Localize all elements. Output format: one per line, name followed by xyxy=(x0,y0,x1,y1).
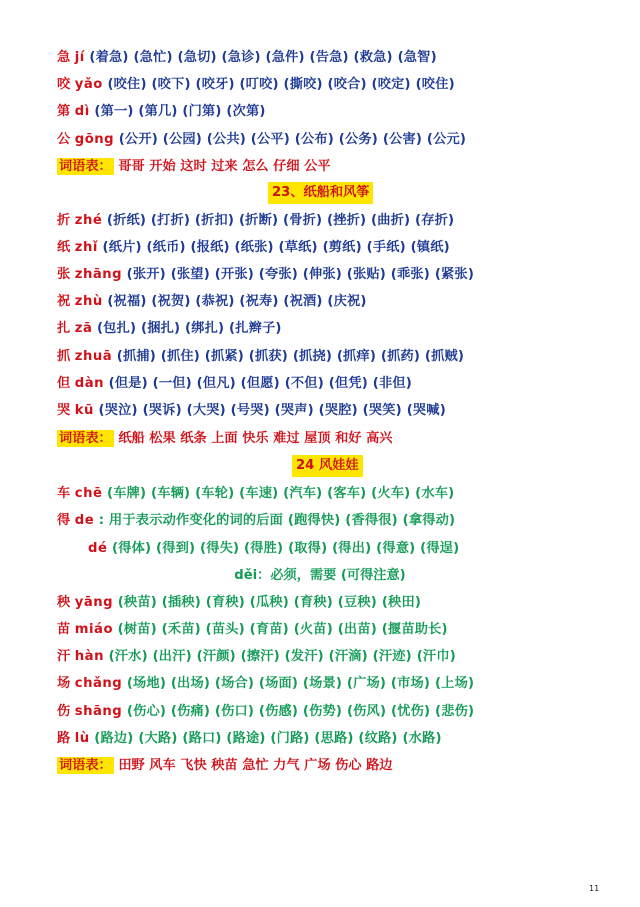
entry-words: (路边) (大路) (路口) (路途) (门路) (思路) (纹路) (水路) xyxy=(94,731,442,746)
entry-lu xyxy=(57,727,620,751)
lesson-heading-23: 23、纸船和风筝 xyxy=(268,182,373,204)
entry-char: 张 xyxy=(57,267,71,282)
vocab-list-a xyxy=(57,155,620,179)
vocab-words: 哥哥 开始 这时 过来 怎么 仔细 公平 xyxy=(118,159,331,174)
entry-dan xyxy=(57,372,620,396)
entry-words: (车牌) (车辆) (车轮) (车速) (汽车) (客车) (火车) (水车) xyxy=(107,486,455,501)
entry-char: 路 xyxy=(57,731,71,746)
entry-words: (汗水) (出汗) (汗颜) (擦汗) (发汗) (汗滴) (汗迹) (汗巾) xyxy=(108,649,456,664)
entry-han xyxy=(57,645,620,669)
entry-char: 纸 xyxy=(57,240,71,255)
entry-char: 汗 xyxy=(57,649,71,664)
entry-words: (着急) (急忙) (急切) (急诊) (急件) (告急) (救急) (急智) xyxy=(89,50,437,65)
entry-words: (第一) (第几) (门第) (次第) xyxy=(94,104,266,119)
entry-zhang xyxy=(57,263,620,287)
entry-yang xyxy=(57,591,620,615)
entry-words: (抓捕) (抓住) (抓紧) (抓获) (抓挠) (抓痒) (抓药) (抓贼) xyxy=(116,349,465,364)
entry-char: 但 xyxy=(57,376,71,391)
entry-pinyin: dé xyxy=(88,541,108,556)
entry-words: (得体) (得到) (得失) (得胜) (取得) (得出) (得意) (得逞) xyxy=(111,541,460,556)
entry-words: : 用于表示动作变化的词的后面 (跑得快) (香得很) (拿得动) xyxy=(98,513,456,528)
entry-char: 场 xyxy=(57,676,71,691)
entry-words: (秧苗) (插秧) (育秧) (瓜秧) (育秧) (豆秧) (秧田) xyxy=(117,595,422,610)
entry-char: 扎 xyxy=(57,321,71,336)
entry-pinyin: zhǐ xyxy=(74,240,98,255)
lesson-heading-24: 24 风娃娃 xyxy=(292,455,363,477)
vocab-words: 纸船 松果 纸条 上面 快乐 难过 屋顶 和好 高兴 xyxy=(118,431,393,446)
vocab-list-b xyxy=(57,427,620,451)
entry-char: 苗 xyxy=(57,622,71,637)
entry-ku xyxy=(57,399,620,423)
entry-char: 咬 xyxy=(57,77,71,92)
entry-char: 急 xyxy=(57,50,71,65)
vocab-list-c xyxy=(57,754,620,778)
entry-de-2 xyxy=(88,537,620,561)
entry-pinyin: jí xyxy=(74,50,85,65)
entry-words: (哭泣) (哭诉) (大哭) (号哭) (哭声) (哭腔) (哭笑) (哭喊) xyxy=(98,403,446,418)
vocab-label: 词语表： xyxy=(59,159,112,174)
vocab-label: 词语表： xyxy=(59,431,112,446)
entry-pinyin: chē xyxy=(74,486,103,501)
entry-char: 折 xyxy=(57,213,71,228)
entry-dei xyxy=(0,564,640,588)
entry-pinyin: gōng xyxy=(74,132,115,147)
entry-pinyin: hàn xyxy=(74,649,104,664)
entry-words: (张开) (张望) (开张) (夸张) (伸张) (张贴) (乖张) (紧张) xyxy=(126,267,475,282)
vocab-words: 田野 风车 飞快 秧苗 急忙 力气 广场 伤心 路边 xyxy=(118,758,393,773)
entry-words: (包扎) (捆扎) (绑扎) (扎辫子) xyxy=(96,321,282,336)
entry-words: (伤心) (伤痛) (伤口) (伤感) (伤势) (伤风) (忧伤) (悲伤) xyxy=(126,704,475,719)
entry-char: 第 xyxy=(57,104,71,119)
entry-gong xyxy=(57,128,620,152)
entry-pinyin: dàn xyxy=(74,376,105,391)
entry-pinyin: chǎng xyxy=(74,676,123,691)
entry-words: (公开) (公园) (公共) (公平) (公布) (公务) (公害) (公元) xyxy=(118,132,467,147)
entry-chang xyxy=(57,672,620,696)
entry-dei-text: děi：必须，需要 (可得注意) xyxy=(234,568,406,583)
entry-pinyin: shāng xyxy=(74,704,123,719)
entry-char: 哭 xyxy=(57,403,71,418)
entry-pinyin: de xyxy=(74,513,95,528)
entry-yao xyxy=(57,73,620,97)
entry-zhi xyxy=(57,236,620,260)
entry-words: (折纸) (打折) (折扣) (折断) (骨折) (挫折) (曲折) (存折) xyxy=(106,213,455,228)
entry-char: 伤 xyxy=(57,704,71,719)
entry-pinyin: yāng xyxy=(74,595,114,610)
entry-pinyin: kū xyxy=(74,403,94,418)
entry-de xyxy=(57,509,620,533)
entry-pinyin: zhuā xyxy=(74,349,113,364)
entry-char: 抓 xyxy=(57,349,71,364)
entry-char: 祝 xyxy=(57,294,71,309)
page-number: 11 xyxy=(589,884,600,893)
entry-pinyin: zhù xyxy=(74,294,103,309)
entry-words: (但是) (一但) (但凡) (但愿) (不但) (但凭) (非但) xyxy=(108,376,412,391)
entry-pinyin: yǎo xyxy=(74,77,103,92)
entry-zhu xyxy=(57,290,620,314)
entry-char: 得 xyxy=(57,513,71,528)
entry-miao xyxy=(57,618,620,642)
vocab-label: 词语表： xyxy=(59,758,112,773)
entry-words: (祝福) (祝贺) (恭祝) (祝寿) (祝酒) (庆祝) xyxy=(107,294,367,309)
entry-che xyxy=(57,482,620,506)
entry-zhe xyxy=(57,209,620,233)
entry-char: 秧 xyxy=(57,595,71,610)
entry-char: 车 xyxy=(57,486,71,501)
entry-pinyin: zhé xyxy=(74,213,103,228)
entry-pinyin: dì xyxy=(74,104,90,119)
entry-pinyin: miáo xyxy=(74,622,114,637)
entry-ji xyxy=(57,46,620,70)
entry-words: (纸片) (纸币) (报纸) (纸张) (草纸) (剪纸) (手纸) (镇纸) xyxy=(102,240,450,255)
entry-words: (树苗) (禾苗) (苗头) (育苗) (火苗) (出苗) (揠苗助长) xyxy=(117,622,448,637)
entry-di xyxy=(57,100,620,124)
entry-pinyin: zā xyxy=(74,321,93,336)
entry-pinyin: lù xyxy=(74,731,90,746)
entry-zhua xyxy=(57,345,620,369)
entry-za xyxy=(57,317,620,341)
entry-pinyin: zhāng xyxy=(74,267,123,282)
entry-shang xyxy=(57,700,620,724)
entry-words: (场地) (出场) (场合) (场面) (场景) (广场) (市场) (上场) xyxy=(126,676,475,691)
entry-words: (咬住) (咬下) (咬牙) (叮咬) (撕咬) (咬合) (咬定) (咬住) xyxy=(107,77,455,92)
entry-char: 公 xyxy=(57,132,71,147)
